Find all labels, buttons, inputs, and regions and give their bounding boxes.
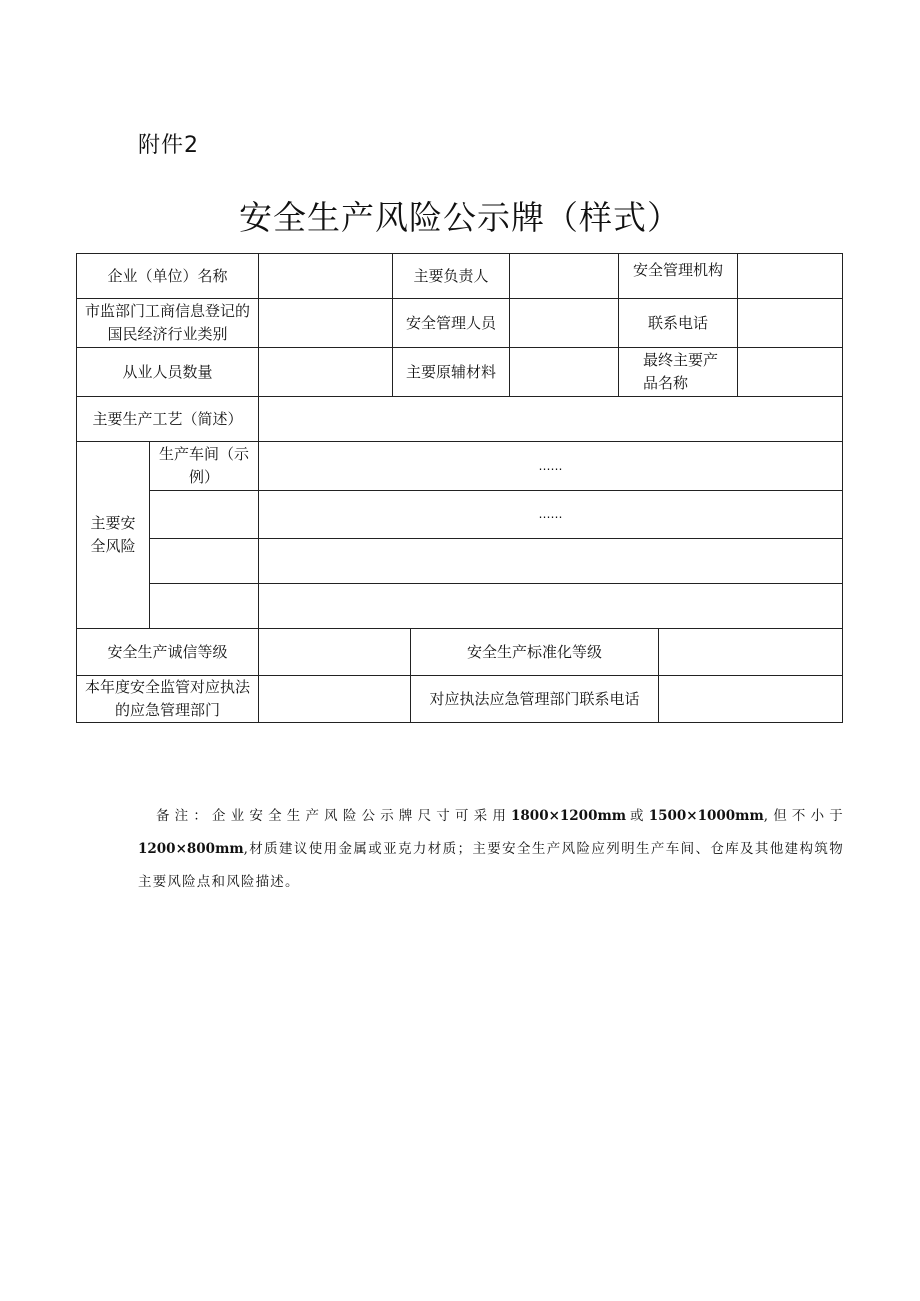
main-person-value[interactable] [510,254,618,298]
risk-row-2-ellipsis: …… [538,507,563,521]
supervision-dept-label: 本年度安全监管对应执法的应急管理部门 [84,678,250,719]
note-size-a: 1800×1200mm [511,808,627,824]
process-value[interactable] [259,397,842,441]
raw-materials-value[interactable] [510,348,618,396]
raw-materials-label: 主要原辅材料 [405,362,496,381]
attachment-label: 附件2 [138,133,199,158]
remark-note [138,800,844,899]
dept-phone-value[interactable] [659,676,842,722]
risk-row-4-name[interactable] [150,584,258,628]
contact-phone-value[interactable] [738,299,842,347]
supervision-dept-value[interactable] [259,676,410,722]
safety-org-label: 安全管理机构 [632,261,723,279]
company-name-label: 企业（单位）名称 [107,266,228,285]
industry-type-value[interactable] [259,299,392,347]
safety-staff-value[interactable] [510,299,618,347]
credit-level-label: 安全生产诚信等级 [107,642,228,661]
industry-type-label: 市监部门工商信息登记的国民经济行业类别 [84,302,250,343]
risk-row-3-value[interactable] [259,539,842,583]
employees-label: 从业人员数量 [122,362,213,381]
safety-org-value[interactable] [738,254,842,298]
risk-row-3-name[interactable] [150,539,258,583]
company-name-value[interactable] [259,254,392,298]
final-products-value[interactable] [738,348,842,396]
note-or: 或 [626,808,649,824]
note-size-b: 1500×1000mm [648,808,764,824]
risk-row-4-value[interactable] [259,584,842,628]
final-products-label: 最终主要产品名称 [643,351,719,392]
risk-row-2-name[interactable] [150,491,258,538]
main-person-label: 主要负责人 [413,266,489,285]
note-suffix: ,材质建议使用金属或亚克力材质；主要安全生产风险应列明生产车间、仓库及其他建构筑物主要风险点和风险描述。 [138,841,844,890]
risk-row-1-ellipsis: …… [538,458,563,473]
safety-staff-label: 安全管理人员 [405,313,496,332]
standardization-level-label: 安全生产标准化等级 [466,642,602,661]
main-risk-label: 主要安全风险 [90,514,136,555]
page-title: 安全生产风险公示牌（样式） [239,198,681,237]
note-prefix: 备注：企业安全生产风险公示牌尺寸可采用 [156,808,512,824]
note-mid: ,但不小于 [763,808,844,824]
credit-level-value[interactable] [259,629,410,675]
dept-phone-label: 对应执法应急管理部门联系电话 [429,689,640,708]
standardization-level-value[interactable] [659,629,842,675]
employees-value[interactable] [259,348,392,396]
workshop-example-label: 生产车间（示例） [158,445,249,486]
process-label: 主要生产工艺（简述） [92,409,243,428]
contact-phone-label: 联系电话 [647,313,708,332]
note-size-min: 1200×800mm [138,841,244,857]
